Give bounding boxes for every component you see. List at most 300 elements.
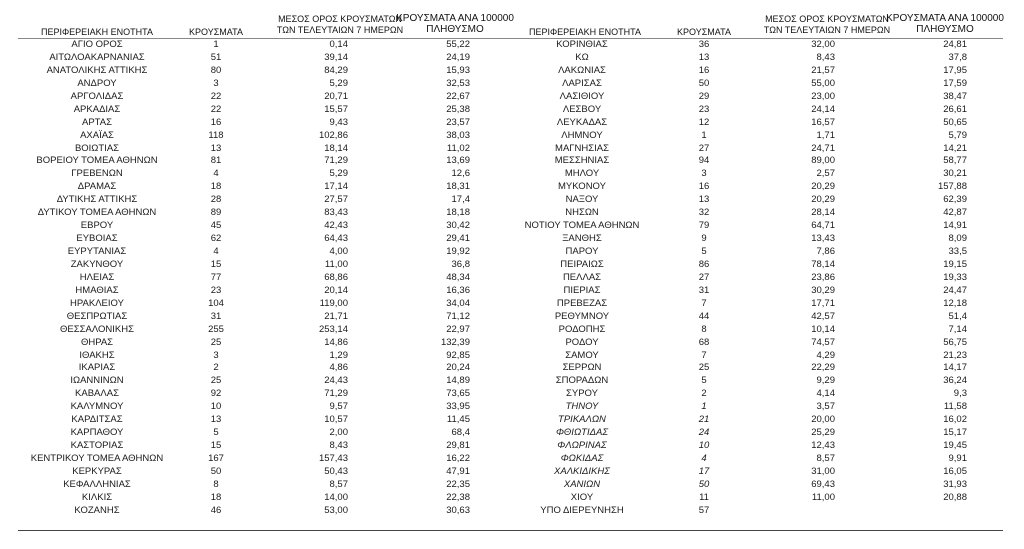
table-cell-cases: 10 xyxy=(698,440,710,452)
table-cell-per100k: 38,47 xyxy=(943,90,967,102)
table-cell-cases: 3 xyxy=(213,349,219,361)
table-cell-per100k: 23,57 xyxy=(446,116,470,128)
table-cell-avg: 20,14 xyxy=(324,284,348,296)
table-cell-cases: 86 xyxy=(698,258,710,270)
table-cell-region: ΖΑΚΥΝΘΟΥ xyxy=(70,258,124,270)
table-cell-region: ΒΟΙΩΤΙΑΣ xyxy=(74,142,120,154)
table-cell-cases: 45 xyxy=(210,220,222,232)
table-cell-cases: 255 xyxy=(208,323,224,335)
table-cell-cases: 23 xyxy=(698,103,710,115)
table-cell-per100k: 7,14 xyxy=(948,323,967,335)
table-cell-region: ΑΡΚΑΔΙΑΣ xyxy=(73,103,121,115)
table-cell-avg: 71,29 xyxy=(324,388,348,400)
table-cell-cases: 24 xyxy=(698,427,710,439)
table-cell-region: ΙΘΑΚΗΣ xyxy=(79,349,115,361)
table-cell-per100k: 19,45 xyxy=(943,440,967,452)
table-cell-avg: 4,14 xyxy=(816,388,835,400)
table-cell-cases: 13 xyxy=(210,142,222,154)
table-cell-avg: 78,14 xyxy=(811,258,835,270)
table-cell-region: ΕΥΡΥΤΑΝΙΑΣ xyxy=(67,246,127,257)
table-cell-region: ΦΛΩΡΙΝΑΣ xyxy=(557,440,607,452)
table-cell-avg: 24,43 xyxy=(324,375,348,387)
table-cell-region: ΥΠΟ ΔΙΕΡΕΥΝΗΣΗ xyxy=(540,504,624,516)
table-cell-per100k: 5,79 xyxy=(948,129,967,141)
table-cell-per100k: 13,69 xyxy=(446,155,470,167)
table-cell-cases: 92 xyxy=(210,388,222,400)
table-cell-cases: 5 xyxy=(213,427,219,439)
table-cell-cases: 25 xyxy=(210,375,222,387)
table-cell-avg: 71,29 xyxy=(324,155,348,167)
table-cell-region: ΑΧΑΪΑΣ xyxy=(80,129,114,141)
table-cell-region: ΔΥΤΙΚΟΥ ΤΟΜΕΑ ΑΘΗΝΩΝ xyxy=(37,207,157,219)
table-cell-cases: 12 xyxy=(698,116,710,128)
table-cell-region: ΚΑΛΥΜΝΟΥ xyxy=(70,401,124,413)
header-avg-line1: ΜΕΣΟΣ ΟΡΟΣ ΚΡΟΥΣΜΑΤΩΝ xyxy=(278,14,402,24)
table-cell-avg: 25,29 xyxy=(811,427,835,439)
table-cell-region: ΕΒΡΟΥ xyxy=(80,220,114,232)
table-cell-per100k: 17,95 xyxy=(943,64,967,76)
table-cell-avg: 17,14 xyxy=(324,181,348,193)
table-cell-avg: 13,43 xyxy=(811,233,835,245)
right-avg-column xyxy=(775,39,835,518)
table-cell-region: ΘΗΡΑΣ xyxy=(80,336,114,348)
table-cell-region: ΕΥΒΟΙΑΣ xyxy=(76,233,118,245)
table-cell-avg: 50,43 xyxy=(324,465,348,477)
table-cell-per100k: 42,87 xyxy=(943,207,967,219)
table-cell-cases: 32 xyxy=(698,207,710,219)
table-cell-region: ΔΥΤΙΚΗΣ ΑΤΤΙΚΗΣ xyxy=(56,194,138,206)
table-cell-avg: 74,57 xyxy=(811,336,835,348)
table-cell-per100k: 73,65 xyxy=(446,388,470,400)
table-cell-cases: 7 xyxy=(701,297,707,309)
table-cell-region: ΜΕΣΣΗΝΙΑΣ xyxy=(554,155,610,167)
table-cell-avg: 5,29 xyxy=(329,77,348,89)
table-cell-region: ΛΗΜΝΟΥ xyxy=(561,129,603,141)
table-cell-per100k: 92,85 xyxy=(446,349,470,361)
table-cell-per100k: 33,5 xyxy=(948,246,967,257)
table-cell-region: ΛΑΣΙΘΙΟΥ xyxy=(559,90,605,102)
right-per100k-column xyxy=(915,39,967,518)
table-cell-cases: 22 xyxy=(210,103,222,115)
table-cell-avg: 9,57 xyxy=(329,401,348,413)
table-cell-region: ΙΩΑΝΝΙΝΩΝ xyxy=(70,375,124,387)
table-cell-avg: 68,86 xyxy=(324,271,348,283)
table-cell-region: ΜΥΚΟΝΟΥ xyxy=(558,181,606,193)
bottom-rule xyxy=(18,530,1003,531)
header-avg-line2: ΤΩΝ ΤΕΛΕΥΤΑΙΩΝ 7 ΗΜΕΡΩΝ xyxy=(276,24,404,35)
table-cell-per100k: 24,81 xyxy=(943,39,967,50)
table-cell-region: ΗΡΑΚΛΕΙΟΥ xyxy=(70,297,124,309)
table-cell-cases: 25 xyxy=(698,362,710,374)
table-cell-avg: 42,57 xyxy=(811,310,835,322)
table-cell-region: ΧΑΛΚΙΔΙΚΗΣ xyxy=(554,465,610,477)
right-header-cases xyxy=(660,27,748,38)
table-cell-cases: 68 xyxy=(698,336,710,348)
right-cases-column xyxy=(660,39,748,518)
table-cell-avg: 20,71 xyxy=(324,90,348,102)
table-cell-per100k: 71,12 xyxy=(446,310,470,322)
table-cell-avg: 20,29 xyxy=(811,194,835,206)
table-cell-per100k: 47,91 xyxy=(446,465,470,477)
table-cell-per100k: 21,23 xyxy=(943,349,967,361)
table-cell-avg: 1,29 xyxy=(329,349,348,361)
table-cell-region: ΑΝΑΤΟΛΙΚΗΣ ΑΤΤΙΚΗΣ xyxy=(46,64,148,76)
table-cell-region: ΠΙΕΡΙΑΣ xyxy=(563,284,601,296)
table-cell-avg: 0,14 xyxy=(329,39,348,50)
table-cell-cases: 5 xyxy=(701,246,707,257)
table-cell-cases: 2 xyxy=(213,362,219,374)
table-cell-per100k: 12,6 xyxy=(451,168,470,180)
table-cell-per100k: 16,05 xyxy=(943,465,967,477)
table-cell-cases: 13 xyxy=(210,414,222,426)
table-cell-avg: 64,71 xyxy=(811,220,835,232)
table-cell-per100k: 24,47 xyxy=(943,284,967,296)
table-cell-cases: 81 xyxy=(210,155,222,167)
table-cell-region: ΓΡΕΒΕΝΩΝ xyxy=(71,168,123,180)
table-cell-per100k: 30,42 xyxy=(446,220,470,232)
table-cell-region: ΤΗΝΟΥ xyxy=(565,401,599,413)
table-cell-avg: 23,00 xyxy=(811,90,835,102)
table-cell-per100k: 16,22 xyxy=(446,453,470,464)
table-cell-per100k: 11,45 xyxy=(446,414,470,426)
table-cell-avg: 89,00 xyxy=(811,155,835,167)
table-cell-per100k: 58,77 xyxy=(943,155,967,167)
table-cell-region: ΚΩ xyxy=(575,51,589,63)
table-cell-region: ΚΕΦΑΛΛΗΝΙΑΣ xyxy=(63,478,131,490)
table-cell-cases: 4 xyxy=(213,168,219,180)
table-cell-avg: 8,43 xyxy=(816,51,835,63)
table-cell-avg: 119,00 xyxy=(319,297,348,309)
table-cell-cases: 4 xyxy=(701,453,707,464)
table-cell-region: ΡΟΔΟΥ xyxy=(565,336,599,348)
table-cell-per100k: 29,81 xyxy=(446,440,470,452)
left-avg-column xyxy=(290,39,348,518)
table-cell-cases: 16 xyxy=(698,181,710,193)
table-cell-cases: 28 xyxy=(210,194,222,206)
table-cell-region: ΑΡΓΟΛΙΔΑΣ xyxy=(70,90,124,102)
table-cell-per100k: 50,65 xyxy=(943,116,967,128)
table-cell-region: ΚΑΡΔΙΤΣΑΣ xyxy=(71,414,123,426)
table-cell-region: ΣΕΡΡΩΝ xyxy=(562,362,602,374)
table-cell-cases: 8 xyxy=(213,478,219,490)
table-cell-avg: 84,29 xyxy=(324,64,348,76)
table-cell-cases: 77 xyxy=(210,271,222,283)
table-cell-avg: 9,43 xyxy=(329,116,348,128)
table-cell-cases: 13 xyxy=(698,51,710,63)
table-cell-cases: 62 xyxy=(210,233,222,245)
table-cell-per100k: 36,8 xyxy=(451,258,470,270)
table-cell-cases: 94 xyxy=(698,155,710,167)
right-region-column xyxy=(497,39,667,518)
table-cell-region: ΡΕΘΥΜΝΟΥ xyxy=(554,310,610,322)
table-cell-per100k: 15,93 xyxy=(446,64,470,76)
table-cell-per100k: 17,4 xyxy=(451,194,470,206)
table-cell-avg: 8,57 xyxy=(329,478,348,490)
table-cell-per100k: 22,35 xyxy=(446,478,470,490)
table-cell-cases: 27 xyxy=(698,142,710,154)
table-cell-per100k: 20,88 xyxy=(943,491,967,503)
table-cell-region: ΛΕΥΚΑΔΑΣ xyxy=(556,116,608,128)
table-cell-avg: 30,29 xyxy=(811,284,835,296)
table-cell-avg: 24,71 xyxy=(811,142,835,154)
table-cell-cases: 79 xyxy=(698,220,710,232)
table-cell-avg: 28,14 xyxy=(811,207,835,219)
table-cell-cases: 8 xyxy=(701,323,707,335)
table-cell-cases: 167 xyxy=(208,453,224,464)
left-per100k-column xyxy=(430,39,470,518)
table-cell-region: ΣΑΜΟΥ xyxy=(565,349,599,361)
table-cell-region: ΠΕΙΡΑΙΩΣ xyxy=(560,258,604,270)
table-cell-region: ΝΑΞΟΥ xyxy=(565,194,599,206)
table-cell-avg: 11,00 xyxy=(811,491,835,503)
table-cell-per100k: 48,34 xyxy=(446,271,470,283)
table-cell-per100k: 132,39 xyxy=(440,336,470,348)
table-cell-cases: 36 xyxy=(698,39,710,50)
table-cell-per100k: 32,53 xyxy=(446,77,470,89)
table-cell-cases: 15 xyxy=(210,258,222,270)
table-cell-avg: 10,14 xyxy=(811,323,835,335)
table-cell-cases: 104 xyxy=(208,297,224,309)
table-cell-per100k: 22,67 xyxy=(446,90,470,102)
table-cell-region: ΜΑΓΝΗΣΙΑΣ xyxy=(555,142,609,154)
table-cell-avg: 31,00 xyxy=(811,465,835,477)
table-cell-avg: 20,00 xyxy=(811,414,835,426)
table-cell-avg: 42,43 xyxy=(324,220,348,232)
table-cell-per100k: 25,38 xyxy=(446,103,470,115)
table-cell-per100k: 56,75 xyxy=(943,336,967,348)
table-cell-avg: 55,00 xyxy=(811,77,835,89)
header-region-label: ΠΕΡΙΦΕΡΕΙΑΚΗ ΕΝΟΤΗΤΑ xyxy=(40,27,154,37)
header-region-label: ΠΕΡΙΦΕΡΕΙΑΚΗ ΕΝΟΤΗΤΑ xyxy=(528,27,642,37)
left-region-column xyxy=(12,39,182,518)
table-cell-cases: 118 xyxy=(208,129,224,141)
table-cell-avg: 14,86 xyxy=(324,336,348,348)
table-cell-per100k: 9,3 xyxy=(953,388,967,400)
table-cell-cases: 18 xyxy=(210,181,222,193)
table-cell-avg: 22,29 xyxy=(811,362,835,374)
table-cell-per100k: 29,41 xyxy=(446,233,470,245)
left-header-region xyxy=(12,27,182,38)
header-per100k-line2: ΠΛΗΘΥΣΜΟ xyxy=(426,24,484,35)
table-cell-region: ΞΑΝΘΗΣ xyxy=(562,233,602,245)
table-cell-per100k: 33,95 xyxy=(446,401,470,413)
left-header-cases xyxy=(172,27,260,38)
table-cell-cases: 16 xyxy=(698,64,710,76)
table-cell-avg: 69,43 xyxy=(811,478,835,490)
table-cell-per100k: 24,19 xyxy=(446,51,470,63)
table-cell-cases: 27 xyxy=(698,271,710,283)
table-cell-region: ΛΑΚΩΝΙΑΣ xyxy=(558,64,606,76)
header-avg-line2: ΤΩΝ ΤΕΛΕΥΤΑΙΩΝ 7 ΗΜΕΡΩΝ xyxy=(763,24,891,35)
table-cell-cases: 11 xyxy=(699,491,709,503)
table-cell-cases: 31 xyxy=(210,310,222,322)
table-cell-avg: 11,00 xyxy=(324,258,348,270)
table-cell-region: ΚΙΛΚΙΣ xyxy=(81,491,113,503)
table-cell-per100k: 68,4 xyxy=(451,427,470,439)
table-cell-per100k: 157,88 xyxy=(937,181,967,193)
table-cell-per100k: 37,8 xyxy=(948,51,967,63)
table-cell-per100k: 31,93 xyxy=(943,478,967,490)
table-cell-per100k: 30,21 xyxy=(943,168,967,180)
table-cell-region: ΛΕΣΒΟΥ xyxy=(562,103,602,115)
table-cell-region: ΣΥΡΟΥ xyxy=(566,388,598,400)
table-cell-region: ΘΕΣΣΑΛΟΝΙΚΗΣ xyxy=(60,323,134,335)
table-cell-avg: 2,57 xyxy=(816,168,835,180)
table-cell-cases: 22 xyxy=(210,90,222,102)
table-cell-per100k: 15,17 xyxy=(943,427,967,439)
table-cell-cases: 29 xyxy=(698,90,710,102)
table-cell-per100k xyxy=(915,505,967,518)
table-cell-cases: 57 xyxy=(698,504,710,516)
table-cell-per100k: 22,97 xyxy=(446,323,470,335)
table-cell-avg: 253,14 xyxy=(318,323,348,335)
table-cell-region: ΙΚΑΡΙΑΣ xyxy=(78,362,116,374)
table-cell-cases: 18 xyxy=(210,491,222,503)
table-cell-region: ΦΩΚΙΔΑΣ xyxy=(560,453,604,464)
table-cell-avg: 102,86 xyxy=(318,129,348,141)
table-cell-per100k: 12,18 xyxy=(943,297,967,309)
table-cell-region: ΠΡΕΒΕΖΑΣ xyxy=(556,297,608,309)
table-cell-avg: 4,86 xyxy=(329,362,348,374)
table-cell-per100k: 20,24 xyxy=(446,362,470,374)
table-cell-avg: 1,71 xyxy=(816,129,835,141)
table-cell-region: ΚΕΡΚΥΡΑΣ xyxy=(72,465,122,477)
table-cell-avg: 3,57 xyxy=(816,401,835,413)
header-avg-line1: ΜΕΣΟΣ ΟΡΟΣ ΚΡΟΥΣΜΑΤΩΝ xyxy=(765,14,889,24)
table-cell-avg: 15,57 xyxy=(324,103,348,115)
table-cell-cases: 16 xyxy=(210,116,222,128)
table-cell-region: ΠΑΡΟΥ xyxy=(565,246,599,257)
table-cell-cases: 50 xyxy=(698,77,710,89)
table-cell-avg: 83,43 xyxy=(324,207,348,219)
table-cell-per100k: 19,15 xyxy=(943,258,967,270)
table-cell-cases: 5 xyxy=(701,375,707,387)
table-cell-region: ΚΟΡΙΝΘΙΑΣ xyxy=(556,39,608,50)
table-cell-per100k: 11,02 xyxy=(446,142,470,154)
table-cell-per100k: 16,36 xyxy=(446,284,470,296)
table-cell-region: ΧΙΟΥ xyxy=(570,491,594,503)
right-header-region xyxy=(500,27,670,38)
table-cell-per100k: 14,17 xyxy=(943,362,967,374)
table-cell-avg: 21,71 xyxy=(324,310,348,322)
right-header-per100k xyxy=(870,13,1020,35)
table-cell-per100k: 14,21 xyxy=(943,142,967,154)
table-cell-avg xyxy=(775,505,835,518)
table-cell-cases: 7 xyxy=(701,349,707,361)
table-cell-per100k: 30,63 xyxy=(446,504,470,516)
header-cases-label: ΚΡΟΥΣΜΑΤΑ xyxy=(189,27,243,37)
table-cell-region: ΘΕΣΠΡΩΤΙΑΣ xyxy=(66,310,128,322)
left-cases-column xyxy=(172,39,260,518)
table-cell-cases: 1 xyxy=(213,39,219,50)
table-cell-cases: 3 xyxy=(701,168,707,180)
table-cell-avg: 12,43 xyxy=(811,440,835,452)
table-cell-per100k: 26,61 xyxy=(943,103,967,115)
table-cell-region: ΑΝΔΡΟΥ xyxy=(77,77,117,89)
table-cell-cases: 31 xyxy=(698,284,710,296)
table-cell-region: ΠΕΛΛΑΣ xyxy=(562,271,602,283)
table-cell-region: ΑΡΤΑΣ xyxy=(82,116,112,128)
header-per100k-line1: ΚΡΟΥΣΜΑΤΑ ΑΝΑ 100000 xyxy=(886,13,1004,24)
header-per100k-line2: ΠΛΗΘΥΣΜΟ xyxy=(916,24,974,35)
table-cell-region: ΚΑΣΤΟΡΙΑΣ xyxy=(70,440,124,452)
table-cell-per100k: 36,24 xyxy=(943,375,967,387)
header-per100k-line1: ΚΡΟΥΣΜΑΤΑ ΑΝΑ 100000 xyxy=(396,13,514,24)
table-cell-avg: 8,43 xyxy=(329,440,348,452)
table-cell-region: ΚΑΒΑΛΑΣ xyxy=(75,388,119,400)
table-cell-per100k: 11,58 xyxy=(943,401,967,413)
table-cell-avg: 5,29 xyxy=(329,168,348,180)
table-cell-per100k: 8,09 xyxy=(948,233,967,245)
table-cell-region: ΑΓΙΟ ΟΡΟΣ xyxy=(71,39,123,50)
table-cell-region: ΝΟΤΙΟΥ ΤΟΜΕΑ ΑΘΗΝΩΝ xyxy=(524,220,640,232)
table-cell-cases: 46 xyxy=(210,504,222,516)
table-cell-cases: 13 xyxy=(698,194,710,206)
table-cell-avg: 16,57 xyxy=(811,116,835,128)
table-cell-region: ΦΘΙΩΤΙΔΑΣ xyxy=(555,427,609,439)
table-cell-region: ΣΠΟΡΑΔΩΝ xyxy=(555,375,609,387)
table-cell-cases: 17 xyxy=(698,465,710,477)
table-cell-avg: 10,57 xyxy=(324,414,348,426)
table-cell-per100k: 18,31 xyxy=(446,181,470,193)
table-cell-per100k: 51,4 xyxy=(948,310,967,322)
table-cell-cases: 50 xyxy=(698,478,710,490)
table-cell-avg: 27,57 xyxy=(324,194,348,206)
table-cell-cases: 44 xyxy=(698,310,710,322)
table-cell-cases: 21 xyxy=(698,414,710,426)
table-cell-region: ΚΑΡΠΑΘΟΥ xyxy=(70,427,124,439)
table-cell-per100k: 19,33 xyxy=(943,271,967,283)
table-cell-avg: 64,43 xyxy=(324,233,348,245)
table-cell-avg: 4,29 xyxy=(816,349,835,361)
table-cell-avg: 20,29 xyxy=(811,181,835,193)
table-cell-region: ΚΕΝΤΡΙΚΟΥ ΤΟΜΕΑ ΑΘΗΝΩΝ xyxy=(30,453,164,464)
table-cell-per100k: 18,18 xyxy=(446,207,470,219)
table-cell-cases: 80 xyxy=(210,64,222,76)
table-cell-region: ΛΑΡΙΣΑΣ xyxy=(562,77,602,89)
table-cell-per100k: 9,91 xyxy=(948,453,967,464)
table-cell-avg: 23,86 xyxy=(811,271,835,283)
table-cell-per100k: 55,22 xyxy=(446,39,470,50)
table-cell-cases: 23 xyxy=(210,284,222,296)
table-cell-cases: 15 xyxy=(210,440,222,452)
table-cell-per100k: 19,92 xyxy=(446,246,470,257)
table-cell-per100k: 17,59 xyxy=(943,77,967,89)
table-cell-per100k: 34,04 xyxy=(446,297,470,309)
table-cell-avg: 4,00 xyxy=(329,246,348,257)
table-cell-avg: 9,29 xyxy=(816,375,835,387)
table-cell-avg: 21,57 xyxy=(811,64,835,76)
table-cell-cases: 10 xyxy=(210,401,222,413)
table-cell-per100k: 14,91 xyxy=(943,220,967,232)
table-cell-cases: 89 xyxy=(210,207,222,219)
table-cell-region: ΧΑΝΙΩΝ xyxy=(563,478,601,490)
table-cell-avg: 39,14 xyxy=(324,51,348,63)
table-cell-region: ΑΙΤΩΛΟΑΚΑΡΝΑΝΙΑΣ xyxy=(49,51,145,63)
table-cell-region: ΜΗΛΟΥ xyxy=(564,168,600,180)
table-cell-region: ΗΜΑΘΙΑΣ xyxy=(75,284,119,296)
table-cell-cases: 3 xyxy=(213,77,219,89)
table-cell-region: ΚΟΖΑΝΗΣ xyxy=(74,504,120,516)
table-cell-region: ΤΡΙΚΑΛΩΝ xyxy=(558,414,606,426)
table-cell-avg: 8,57 xyxy=(816,453,835,464)
table-cell-cases: 2 xyxy=(701,388,707,400)
header-cases-label: ΚΡΟΥΣΜΑΤΑ xyxy=(677,27,731,37)
table-cell-cases: 50 xyxy=(210,465,222,477)
table-cell-per100k: 14,89 xyxy=(446,375,470,387)
table-cell-region: ΒΟΡΕΙΟΥ ΤΟΜΕΑ ΑΘΗΝΩΝ xyxy=(36,155,158,167)
table-cell-per100k: 16,02 xyxy=(943,414,967,426)
